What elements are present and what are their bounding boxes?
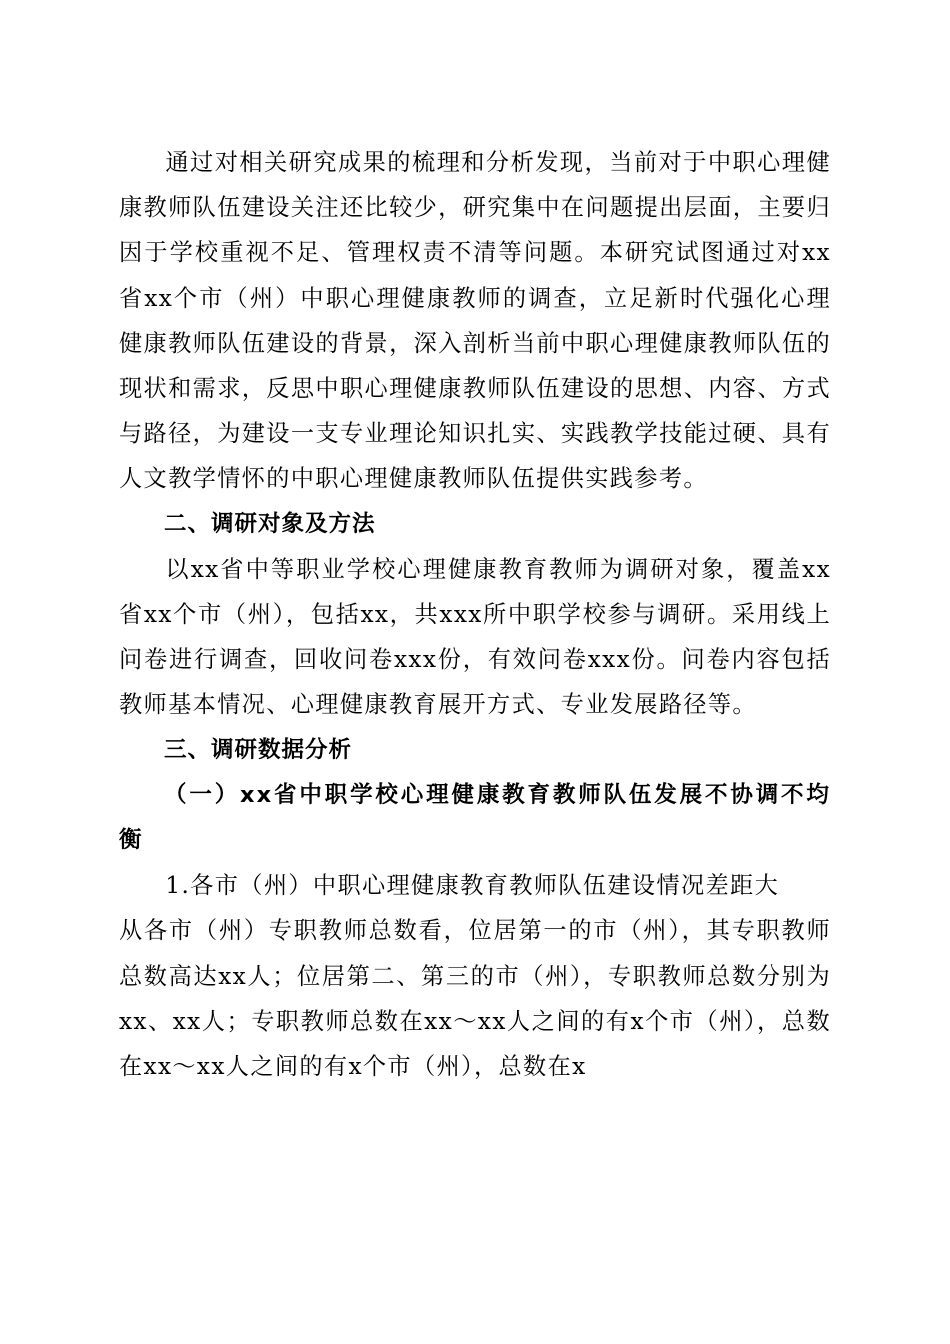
body-paragraph: 以xx省中等职业学校心理健康教育教师为调研对象，覆盖xx省xx个市（州），包括xx，共xxx所中职学校参与调研。采用线上问卷进行调查，回收问卷xxx份，有效问卷xxx份。问卷内容包括教师基本情况、心理健康教育展开方式、专业发展路径等。 bbox=[119, 555, 831, 719]
document-body bbox=[119, 140, 831, 1089]
numbered-item-heading: 1.各市（州）中职心理健康教育教师队伍建设情况差距大 bbox=[165, 872, 780, 900]
body-paragraph: 通过对相关研究成果的梳理和分析发现，当前对于中职心理健康教师队伍建设关注还比较少，研究集中在问题提出层面，主要归因于学校重视不足、管理权责不清等问题。本研究试图通过对xx省xx个市（州）中职心理健康教师的调查，立足新时代强化心理健康教师队伍建设的背景，深入剖析当前中职心理健康教师队伍的现状和需求，反思中职心理健康教师队伍建设的思想、内容、方式与路径，为建设一支专业理论知识扎实、实践教学技能过硬、具有人文教学情怀的中职心理健康教师队伍提供实践参考。 bbox=[119, 149, 831, 493]
subsection-heading: （一）xx省中职学校心理健康教育教师队伍发展不协调不均衡 bbox=[119, 781, 831, 854]
body-paragraph-continued: 从各市（州）专职教师总数看，位居第一的市（州），其专职教师总数高达xx人；位居第二、第三的市（州），专职教师总数分别为xx、xx人；专职教师总数在xx～xx人之间的有x个市（州），总数在xx～xx人之间的有x个市（州），总数在x bbox=[119, 917, 831, 1081]
section-heading: 三、调研数据分析 bbox=[164, 736, 353, 763]
section-heading: 二、调研对象及方法 bbox=[164, 510, 376, 537]
